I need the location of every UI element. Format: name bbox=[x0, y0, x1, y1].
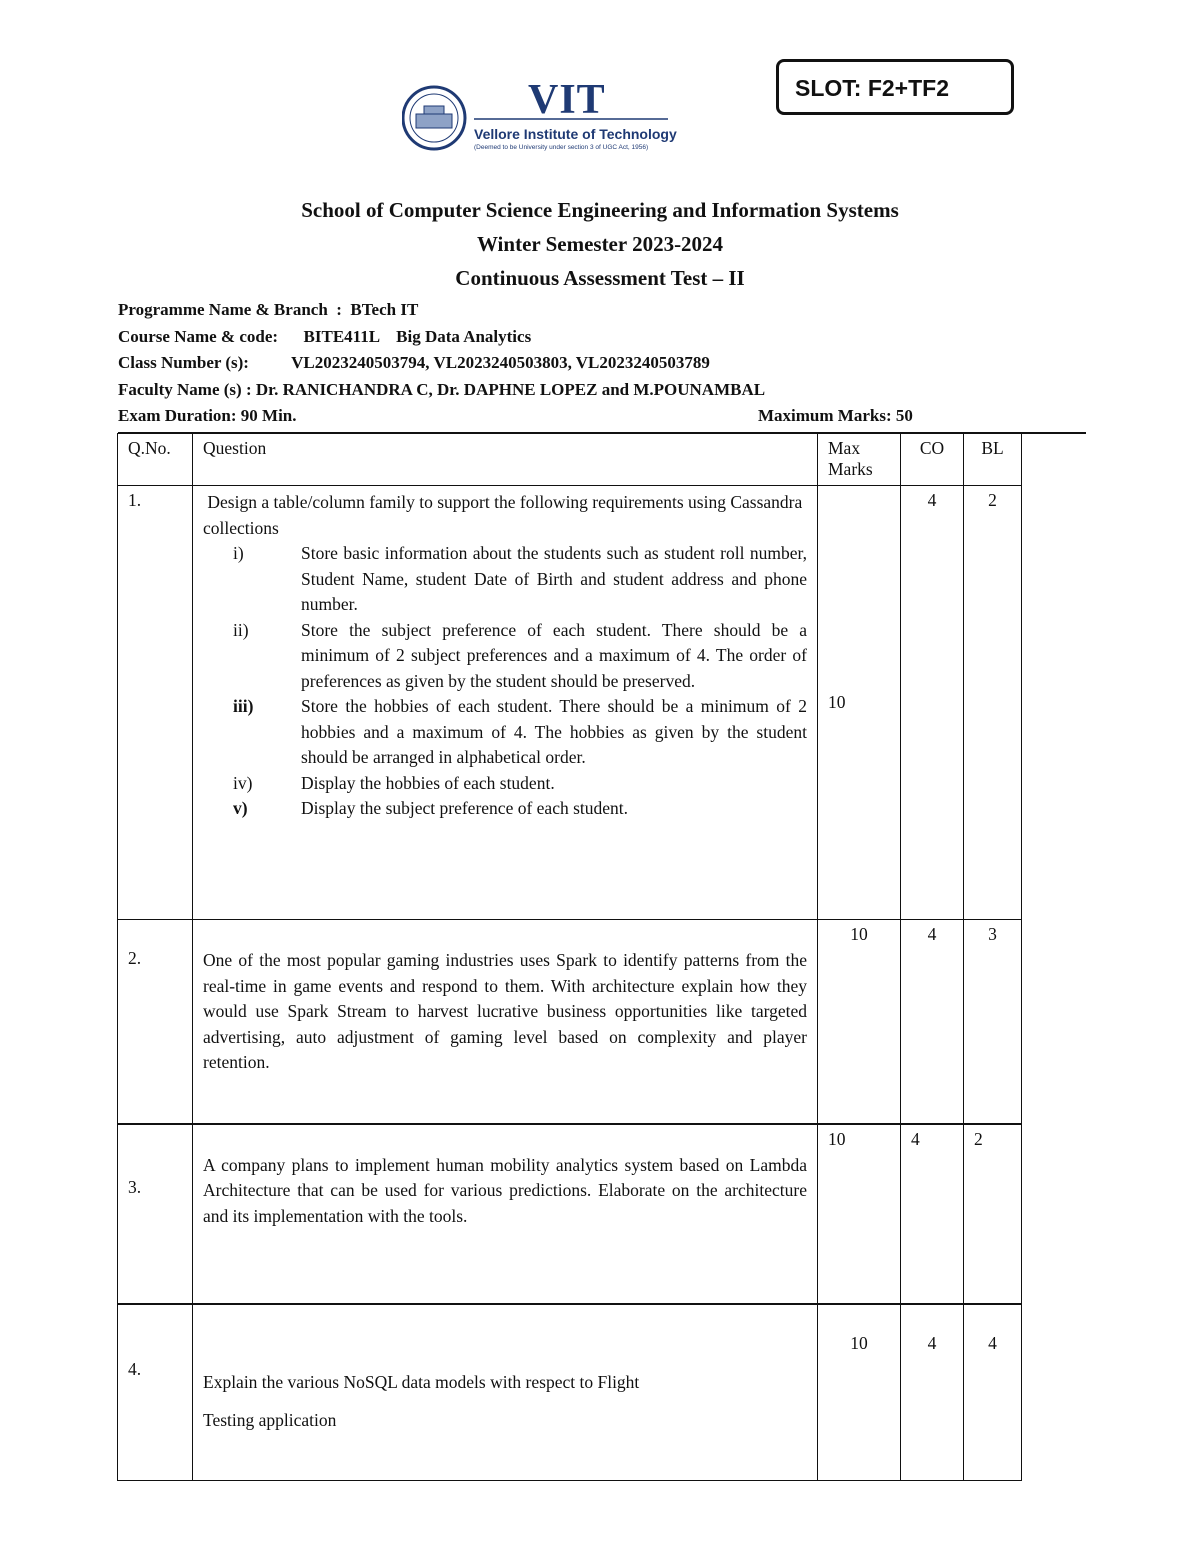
header-bl: BL bbox=[964, 434, 1022, 486]
q1-text bbox=[193, 486, 818, 920]
q1-part: iii) Store the hobbies of each student. There should be a minimum of 2 hobbies and a maximum of 4. The hobbies as given by the student should be arranged in alphabetical order. bbox=[233, 696, 807, 767]
header-co: CO bbox=[901, 434, 964, 486]
q1-co: 4 bbox=[901, 486, 964, 920]
q4-co: 4 bbox=[901, 1304, 964, 1481]
school-title: School of Computer Science Engineering and Information Systems bbox=[301, 198, 899, 222]
q2-co: 4 bbox=[901, 920, 964, 1124]
test-title: Continuous Assessment Test – II bbox=[455, 266, 745, 290]
q1-number: 1. bbox=[118, 486, 193, 920]
q2-bl: 3 bbox=[964, 920, 1022, 1124]
logo-subtitle: Vellore Institute of Technology bbox=[474, 126, 677, 142]
header-question: Question bbox=[193, 434, 818, 486]
q1-intro: Design a table/column family to support the following requirements using Cassandra collections bbox=[203, 492, 807, 538]
header-qno: Q.No. bbox=[118, 434, 193, 486]
q4-number: 4. bbox=[118, 1304, 193, 1481]
q2-text: One of the most popular gaming industries uses Spark to identify patterns from the real-time in game events and respond to them. With architecture explain how they would use Spark Stream to harvest lucrative business opportunities like targeted advertising, auto adjustment of gaming level based on complexity and player retention. bbox=[193, 920, 818, 1124]
q4-text: Explain the various NoSQL data models with respect to Flight Testing application bbox=[193, 1304, 818, 1481]
q1-part: v) Display the subject preference of each student. bbox=[233, 798, 629, 818]
table-row bbox=[118, 1304, 1022, 1481]
q1-part: iv) Display the hobbies of each student. bbox=[233, 772, 555, 793]
q2-max: 10 bbox=[818, 920, 901, 1124]
q2-number: 2. bbox=[118, 920, 193, 1124]
slot-box: SLOT: F2+TF2 bbox=[776, 59, 1014, 115]
table-row bbox=[118, 920, 1022, 1124]
q3-number: 3. bbox=[118, 1124, 193, 1304]
q1-bl: 2 bbox=[964, 486, 1022, 920]
q3-text: A company plans to implement human mobility analytics system based on Lambda Architecture that can be used for various predictions. Elaborate on the architecture and its implementation with the tools. bbox=[193, 1124, 818, 1304]
semester-title: Winter Semester 2023-2024 bbox=[476, 232, 724, 256]
duration-line: Exam Duration: 90 Min. bbox=[118, 406, 297, 425]
table-header-row bbox=[118, 434, 1022, 486]
q3-bl: 2 bbox=[964, 1124, 1022, 1304]
q1-part: i) Store basic information about the students such as student roll number, Student Name, student Date of Birth and student address and phone number. bbox=[233, 543, 807, 614]
course-line: Course Name & code: BITE411L Big Data Analytics bbox=[118, 327, 532, 346]
q1-part: ii) Store the subject preference of each student. There should be a minimum of 2 subject preferences and a maximum of 4. The order of preferences as given by the student should be preserved. bbox=[233, 619, 807, 691]
q1-max: 10 bbox=[818, 486, 901, 920]
class-line: Class Number (s): VL2023240503794, VL2023240503803, VL2023240503789 bbox=[118, 353, 710, 372]
header-max-marks: Max Marks bbox=[818, 434, 901, 486]
logo-vit-text: VIT bbox=[528, 77, 606, 123]
table-row bbox=[118, 486, 1022, 920]
question-table bbox=[117, 433, 1022, 1481]
q4-bl: 4 bbox=[964, 1304, 1022, 1481]
max-marks-line: Maximum Marks: 50 bbox=[758, 406, 913, 425]
q4-max: 10 bbox=[818, 1304, 901, 1481]
q3-max: 10 bbox=[818, 1124, 901, 1304]
q3-co: 4 bbox=[901, 1124, 964, 1304]
faculty-line: Faculty Name (s) : Dr. RANICHANDRA C, Dr. DAPHNE LOPEZ and M.POUNAMBAL bbox=[118, 380, 766, 399]
table-row bbox=[118, 1124, 1022, 1304]
programme-line: Programme Name & Branch : BTech IT bbox=[118, 300, 419, 319]
logo-tagline: (Deemed to be University under section 3 of UGC Act, 1956) bbox=[474, 144, 649, 151]
